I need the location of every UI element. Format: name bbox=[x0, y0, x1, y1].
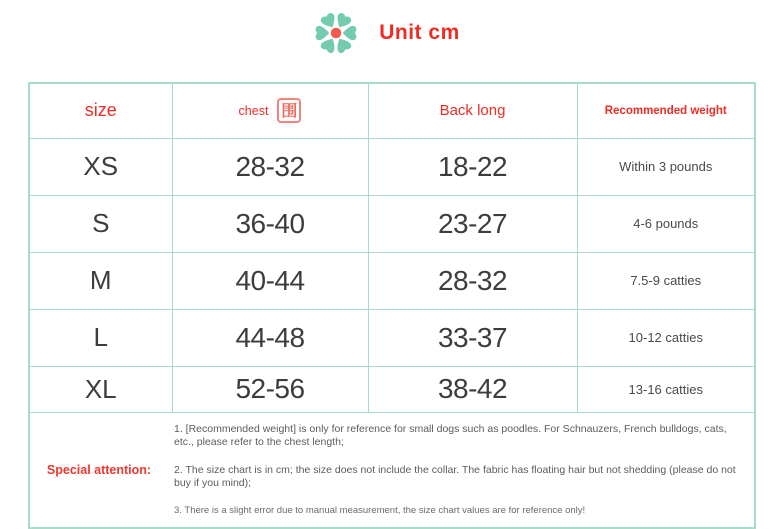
table-row-s bbox=[29, 195, 755, 252]
special-attention-cell bbox=[29, 412, 755, 528]
special-attention-label: Special attention: bbox=[46, 462, 152, 477]
size-value: XS bbox=[29, 138, 172, 195]
column-header-size: size bbox=[29, 83, 172, 138]
size-value: XL bbox=[29, 366, 172, 412]
chest-value: 44-48 bbox=[172, 309, 368, 366]
column-header-back-long: Back long bbox=[368, 83, 577, 138]
chest-value: 28-32 bbox=[172, 138, 368, 195]
unit-label: Unit cm bbox=[379, 21, 460, 44]
weight-value: Within 3 pounds bbox=[577, 138, 755, 195]
back-long-value: 33-37 bbox=[368, 309, 577, 366]
column-header-chest-label: chest bbox=[238, 103, 269, 118]
weight-value: 7.5-9 catties bbox=[577, 252, 755, 309]
size-value: M bbox=[29, 252, 172, 309]
size-value: S bbox=[29, 195, 172, 252]
flower-icon bbox=[313, 10, 359, 56]
chest-value: 52-56 bbox=[172, 366, 368, 412]
note-item: 1. [Recommended weight] is only for reference for small dogs such as poodles. For Schnauzers, French bulldogs, cats, etc., please refer to the chest length; bbox=[174, 422, 727, 448]
notes-list bbox=[168, 423, 748, 517]
back-long-value: 38-42 bbox=[368, 366, 577, 412]
note-item: 2. The size chart is in cm; the size does not include the collar. The fabric has floating hair but not shedding (please do not buy if you mind); bbox=[174, 463, 736, 489]
weight-value: 10-12 catties bbox=[577, 309, 755, 366]
chest-value: 40-44 bbox=[172, 252, 368, 309]
column-header-recommended-weight: Recommended weight bbox=[577, 83, 755, 138]
seal-stamp-icon: 围 bbox=[277, 98, 301, 123]
back-long-value: 23-27 bbox=[368, 195, 577, 252]
special-attention-row bbox=[29, 412, 755, 528]
weight-value: 4-6 pounds bbox=[577, 195, 755, 252]
table-row-l bbox=[29, 309, 755, 366]
page-header bbox=[0, 6, 773, 60]
table-row-m bbox=[29, 252, 755, 309]
table-row-xl bbox=[29, 366, 755, 412]
weight-value: 13-16 catties bbox=[577, 366, 755, 412]
size-value: L bbox=[29, 309, 172, 366]
table-header-row bbox=[29, 83, 755, 138]
chest-value: 36-40 bbox=[172, 195, 368, 252]
table-row-xs bbox=[29, 138, 755, 195]
back-long-value: 18-22 bbox=[368, 138, 577, 195]
size-chart-table bbox=[28, 82, 756, 529]
column-header-chest bbox=[172, 83, 368, 138]
back-long-value: 28-32 bbox=[368, 252, 577, 309]
note-item: 3. There is a slight error due to manual measurement, the size chart values are for reference only! bbox=[174, 505, 586, 516]
